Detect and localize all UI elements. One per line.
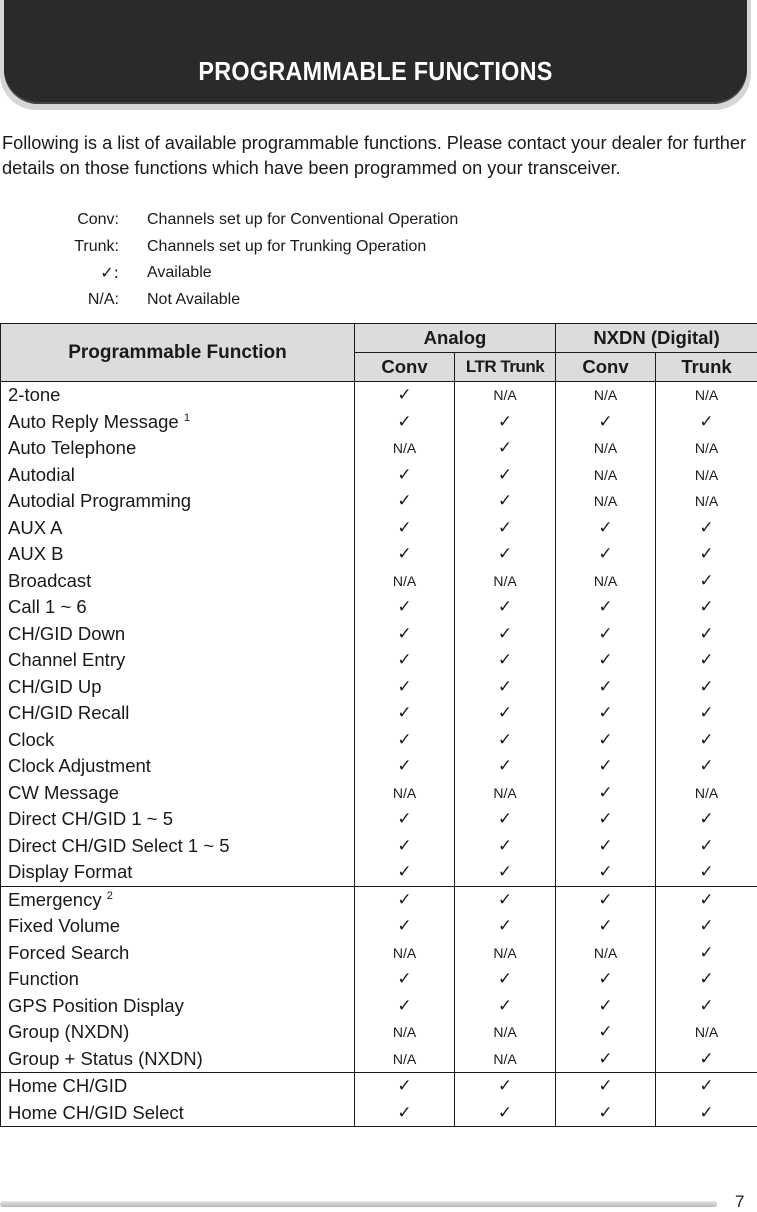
available-check-cell: ✓ xyxy=(656,966,757,993)
available-check-cell: ✓ xyxy=(556,886,656,913)
function-name xyxy=(1,621,355,648)
not-available-cell: N/A xyxy=(355,780,455,807)
function-name-text: Autodial xyxy=(8,463,75,485)
not-available-cell: N/A xyxy=(455,382,556,409)
table-row xyxy=(1,674,757,701)
available-check-cell: ✓ xyxy=(355,541,455,568)
available-check-cell: ✓ xyxy=(355,833,455,860)
available-check-cell: ✓ xyxy=(355,859,455,886)
not-available-cell: N/A xyxy=(656,780,757,807)
header-banner xyxy=(4,0,747,104)
available-check-cell: ✓ xyxy=(455,993,556,1020)
not-available-cell: N/A xyxy=(656,382,757,409)
available-check-cell: ✓ xyxy=(656,700,757,727)
available-check-cell: ✓ xyxy=(355,382,455,409)
function-name-text: Function xyxy=(8,968,79,990)
available-check-cell: ✓ xyxy=(556,1019,656,1046)
function-name-text: CH/GID Up xyxy=(8,675,102,697)
table-row xyxy=(1,833,757,860)
intro-paragraph: Following is a list of available programmable functions. Please contact your dealer for further details on those functions which have been programmed on your transceiver. xyxy=(2,133,747,178)
header-analog: Analog xyxy=(355,324,556,353)
legend-definition: Not Available xyxy=(147,290,241,308)
available-check-cell: ✓ xyxy=(556,541,656,568)
available-check-cell: ✓ xyxy=(455,462,556,489)
function-name-text: Home CH/GID xyxy=(8,1075,128,1097)
function-name-text: CH/GID Recall xyxy=(8,702,130,724)
legend-definition: Channels set up for Trunking Operation xyxy=(147,237,427,255)
available-check-cell: ✓ xyxy=(455,674,556,701)
available-check-cell: ✓ xyxy=(455,594,556,621)
available-check-cell: ✓ xyxy=(455,886,556,913)
function-name xyxy=(1,1073,355,1100)
function-name-text: Display Format xyxy=(8,861,133,883)
function-name xyxy=(1,966,355,993)
available-check-cell: ✓ xyxy=(355,886,455,913)
available-check-cell: ✓ xyxy=(355,806,455,833)
not-available-cell: N/A xyxy=(556,462,656,489)
table-row xyxy=(1,727,757,754)
available-check-cell: ✓ xyxy=(455,806,556,833)
available-check-cell: ✓ xyxy=(355,966,455,993)
available-check-cell: ✓ xyxy=(656,647,757,674)
function-name xyxy=(1,780,355,807)
not-available-cell: N/A xyxy=(455,780,556,807)
available-check-cell: ✓ xyxy=(455,621,556,648)
function-name xyxy=(1,886,355,913)
function-name xyxy=(1,568,355,595)
available-check-cell: ✓ xyxy=(355,488,455,515)
function-name xyxy=(1,940,355,967)
available-check-cell: ✓ xyxy=(355,753,455,780)
available-check-cell: ✓ xyxy=(656,621,757,648)
available-check-cell: ✓ xyxy=(455,488,556,515)
available-check-cell: ✓ xyxy=(355,1073,455,1100)
available-check-cell: ✓ xyxy=(355,993,455,1020)
available-check-cell: ✓ xyxy=(656,409,757,436)
available-check-cell: ✓ xyxy=(556,674,656,701)
legend xyxy=(0,207,600,313)
header-programmable-function: Programmable Function xyxy=(1,324,355,382)
available-check-cell: ✓ xyxy=(656,753,757,780)
function-name xyxy=(1,833,355,860)
function-name-text: Forced Search xyxy=(8,941,130,963)
table-row xyxy=(1,515,757,542)
table-row xyxy=(1,859,757,886)
table-body xyxy=(1,382,757,1127)
not-available-cell: N/A xyxy=(355,435,455,462)
table-row xyxy=(1,806,757,833)
function-name xyxy=(1,382,355,409)
available-check-cell: ✓ xyxy=(556,966,656,993)
available-check-cell: ✓ xyxy=(656,674,757,701)
not-available-cell: N/A xyxy=(656,1019,757,1046)
functions-table xyxy=(0,323,757,1127)
available-check-cell: ✓ xyxy=(656,515,757,542)
available-check-cell: ✓ xyxy=(556,913,656,940)
not-available-cell: N/A xyxy=(355,568,455,595)
header-nxdn-conv: Conv xyxy=(556,353,656,382)
legend-term: ✓: xyxy=(100,263,119,282)
available-check-cell: ✓ xyxy=(556,1046,656,1073)
available-check-cell: ✓ xyxy=(455,647,556,674)
function-name-text: Fixed Volume xyxy=(8,915,121,937)
not-available-cell: N/A xyxy=(355,1046,455,1073)
available-check-cell: ✓ xyxy=(556,409,656,436)
table-row xyxy=(1,886,757,913)
available-check-cell: ✓ xyxy=(455,515,556,542)
available-check-cell: ✓ xyxy=(656,940,757,967)
function-name-text: Home CH/GID Select xyxy=(8,1101,184,1123)
function-name xyxy=(1,993,355,1020)
function-name xyxy=(1,753,355,780)
available-check-cell: ✓ xyxy=(656,859,757,886)
available-check-cell: ✓ xyxy=(355,1100,455,1127)
function-name-text: Autodial Programming xyxy=(8,490,192,512)
function-name-text: AUX A xyxy=(8,516,63,538)
table-row xyxy=(1,541,757,568)
available-check-cell: ✓ xyxy=(455,859,556,886)
available-check-cell: ✓ xyxy=(656,833,757,860)
function-name xyxy=(1,674,355,701)
page-title: PROGRAMMABLE FUNCTIONS xyxy=(198,56,553,86)
table-row xyxy=(1,913,757,940)
function-name-text: Group (NXDN) xyxy=(8,1021,130,1043)
not-available-cell: N/A xyxy=(656,435,757,462)
available-check-cell: ✓ xyxy=(355,674,455,701)
available-check-cell: ✓ xyxy=(556,859,656,886)
available-check-cell: ✓ xyxy=(656,1046,757,1073)
available-check-cell: ✓ xyxy=(455,913,556,940)
available-check-cell: ✓ xyxy=(455,700,556,727)
function-name xyxy=(1,1046,355,1073)
available-check-cell: ✓ xyxy=(455,435,556,462)
function-name-text: Broadcast xyxy=(8,569,92,591)
not-available-cell: N/A xyxy=(656,462,757,489)
header-analog-ltr-trunk: LTR Trunk xyxy=(455,353,556,382)
not-available-cell: N/A xyxy=(455,1019,556,1046)
table-row xyxy=(1,382,757,409)
not-available-cell: N/A xyxy=(556,382,656,409)
available-check-cell: ✓ xyxy=(656,886,757,913)
available-check-cell: ✓ xyxy=(656,993,757,1020)
available-check-cell: ✓ xyxy=(556,780,656,807)
not-available-cell: N/A xyxy=(556,568,656,595)
function-name xyxy=(1,488,355,515)
available-check-cell: ✓ xyxy=(656,1100,757,1127)
available-check-cell: ✓ xyxy=(355,621,455,648)
function-name-text: Group + Status (NXDN) xyxy=(8,1047,203,1069)
not-available-cell: N/A xyxy=(556,488,656,515)
available-check-cell: ✓ xyxy=(355,727,455,754)
function-name-text: Clock Adjustment xyxy=(8,755,151,777)
table-row xyxy=(1,700,757,727)
function-name xyxy=(1,435,355,462)
available-check-cell: ✓ xyxy=(455,1100,556,1127)
header-nxdn: NXDN (Digital) xyxy=(556,324,757,353)
table-row xyxy=(1,993,757,1020)
available-check-cell: ✓ xyxy=(355,594,455,621)
table-row xyxy=(1,780,757,807)
legend-term: Conv: xyxy=(77,211,119,228)
available-check-cell: ✓ xyxy=(556,727,656,754)
available-check-cell: ✓ xyxy=(556,806,656,833)
table-row xyxy=(1,1046,757,1073)
function-name xyxy=(1,462,355,489)
not-available-cell: N/A xyxy=(556,435,656,462)
available-check-cell: ✓ xyxy=(656,594,757,621)
available-check-cell: ✓ xyxy=(656,541,757,568)
header-analog-conv: Conv xyxy=(355,353,455,382)
table-row xyxy=(1,1019,757,1046)
available-check-cell: ✓ xyxy=(656,1073,757,1100)
available-check-cell: ✓ xyxy=(556,1100,656,1127)
footnote-marker: 1 xyxy=(183,411,190,424)
function-name-text: Channel Entry xyxy=(8,649,126,671)
available-check-cell: ✓ xyxy=(355,462,455,489)
available-check-cell: ✓ xyxy=(556,515,656,542)
not-available-cell: N/A xyxy=(455,940,556,967)
function-name xyxy=(1,1100,355,1127)
available-check-cell: ✓ xyxy=(455,833,556,860)
table-row xyxy=(1,753,757,780)
not-available-cell: N/A xyxy=(455,568,556,595)
available-check-cell: ✓ xyxy=(355,647,455,674)
function-name xyxy=(1,727,355,754)
available-check-cell: ✓ xyxy=(656,568,757,595)
function-name-text: Clock xyxy=(8,728,55,750)
available-check-cell: ✓ xyxy=(355,913,455,940)
available-check-cell: ✓ xyxy=(556,594,656,621)
table-row xyxy=(1,647,757,674)
available-check-cell: ✓ xyxy=(556,621,656,648)
available-check-cell: ✓ xyxy=(455,727,556,754)
function-name-text: Auto Telephone xyxy=(8,437,137,459)
function-name-text: GPS Position Display xyxy=(8,994,184,1016)
not-available-cell: N/A xyxy=(355,940,455,967)
function-name xyxy=(1,647,355,674)
function-name xyxy=(1,806,355,833)
function-name xyxy=(1,1019,355,1046)
not-available-cell: N/A xyxy=(556,940,656,967)
footnote-marker: 2 xyxy=(106,889,113,902)
not-available-cell: N/A xyxy=(355,1019,455,1046)
function-name xyxy=(1,409,355,436)
legend-term: Trunk: xyxy=(74,237,119,255)
table-row xyxy=(1,409,757,436)
function-name-text: Auto Reply Message xyxy=(8,410,179,432)
available-check-cell: ✓ xyxy=(455,1073,556,1100)
legend-term: N/A: xyxy=(87,290,119,308)
function-name xyxy=(1,700,355,727)
available-check-cell: ✓ xyxy=(455,753,556,780)
function-name xyxy=(1,594,355,621)
function-name-text: CW Message xyxy=(8,781,120,803)
legend-item xyxy=(0,287,600,314)
header-nxdn-trunk: Trunk xyxy=(656,353,757,382)
table-row xyxy=(1,940,757,967)
available-check-cell: ✓ xyxy=(656,806,757,833)
available-check-cell: ✓ xyxy=(355,409,455,436)
available-check-cell: ✓ xyxy=(556,647,656,674)
available-check-cell: ✓ xyxy=(656,727,757,754)
legend-item xyxy=(0,260,600,287)
table-row xyxy=(1,435,757,462)
available-check-cell: ✓ xyxy=(556,833,656,860)
available-check-cell: ✓ xyxy=(355,700,455,727)
function-name-text: Direct CH/GID Select 1 ~ 5 xyxy=(8,834,230,856)
function-name-text: Emergency xyxy=(8,888,102,910)
available-check-cell: ✓ xyxy=(355,515,455,542)
available-check-cell: ✓ xyxy=(455,966,556,993)
available-check-cell: ✓ xyxy=(556,753,656,780)
table-row xyxy=(1,966,757,993)
not-available-cell: N/A xyxy=(656,488,757,515)
function-name xyxy=(1,541,355,568)
footer-bar xyxy=(0,1201,717,1207)
function-name xyxy=(1,515,355,542)
function-name-text: Call 1 ~ 6 xyxy=(8,596,87,618)
available-check-cell: ✓ xyxy=(556,993,656,1020)
function-name-text: CH/GID Down xyxy=(8,622,126,644)
function-name-text: Direct CH/GID 1 ~ 5 xyxy=(8,808,174,830)
available-check-cell: ✓ xyxy=(455,541,556,568)
function-name-text: 2-tone xyxy=(8,384,61,406)
legend-item xyxy=(0,234,600,261)
available-check-cell: ✓ xyxy=(556,700,656,727)
legend-definition: Available xyxy=(147,264,212,281)
table-row xyxy=(1,1100,757,1127)
available-check-cell: ✓ xyxy=(656,913,757,940)
function-name xyxy=(1,913,355,940)
available-check-cell: ✓ xyxy=(455,409,556,436)
table-row xyxy=(1,462,757,489)
function-name-text: AUX B xyxy=(8,543,64,565)
table-row xyxy=(1,488,757,515)
function-name xyxy=(1,859,355,886)
legend-item xyxy=(0,207,600,234)
table-row xyxy=(1,1073,757,1100)
table-row xyxy=(1,621,757,648)
not-available-cell: N/A xyxy=(455,1046,556,1073)
available-check-cell: ✓ xyxy=(556,1073,656,1100)
page-number: 7 xyxy=(735,1192,745,1211)
legend-definition: Channels set up for Conventional Operation xyxy=(147,211,459,228)
table-row xyxy=(1,568,757,595)
table-row xyxy=(1,594,757,621)
